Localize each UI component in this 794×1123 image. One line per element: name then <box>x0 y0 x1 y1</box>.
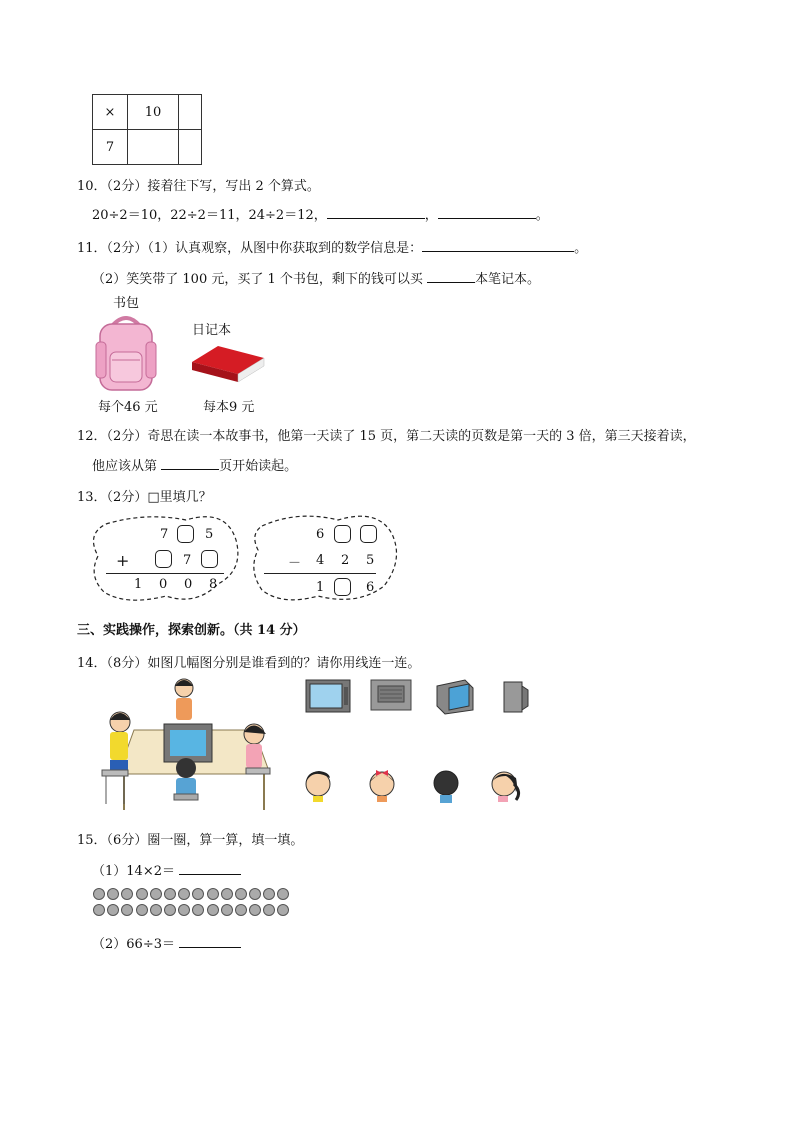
table-left-value: 7 <box>93 130 128 165</box>
counting-dot[interactable] <box>107 888 119 900</box>
counting-dot[interactable] <box>178 904 190 916</box>
notebook-label: 日记本 <box>192 323 232 338</box>
q13-title: 13．（2分）□里填几？ <box>77 490 212 505</box>
q11-title <box>77 237 587 256</box>
counting-dot[interactable] <box>150 904 162 916</box>
counting-dot[interactable] <box>164 888 176 900</box>
table-top-value: 10 <box>128 95 179 130</box>
sub-answer-box[interactable] <box>334 525 351 543</box>
table-answer-cell[interactable] <box>179 130 202 165</box>
q14-title: 14．（8分）如图几幅图分别是谁看到的？请你用线连一连。 <box>77 656 421 671</box>
q11-title-end: 。 <box>574 241 588 256</box>
add-result-digit: 0 <box>159 577 168 592</box>
counting-dot[interactable] <box>93 904 105 916</box>
counting-dot[interactable] <box>221 888 233 900</box>
counting-dot[interactable] <box>93 888 105 900</box>
counting-dot[interactable] <box>277 888 289 900</box>
q11-subquestion-2 <box>92 268 540 287</box>
backpack-image <box>90 312 162 394</box>
add-digit: 7 <box>183 553 192 568</box>
tv-angled-view <box>435 678 475 716</box>
q12-question-a: 他应该从第 <box>92 459 158 474</box>
minus-sign: － <box>288 556 302 571</box>
counting-dot[interactable] <box>235 904 247 916</box>
subtraction-dashed-outline <box>248 506 408 610</box>
add-result-line <box>106 573 224 574</box>
sub-digit: 4 <box>316 553 325 568</box>
sub-digit: 2 <box>341 553 350 568</box>
q11-answer-blank-2[interactable] <box>427 270 475 283</box>
q12-answer-blank[interactable] <box>161 457 219 470</box>
counting-dot[interactable] <box>207 888 219 900</box>
q11-question-2a: （2）笑笑带了 100 元，买了 1 个书包，剩下的钱可以买 <box>92 272 423 287</box>
counting-dot[interactable] <box>164 904 176 916</box>
q10-end: 。 <box>535 208 549 223</box>
counting-dot[interactable] <box>263 888 275 900</box>
table-answer-cell[interactable] <box>128 130 179 165</box>
counting-dot[interactable] <box>221 904 233 916</box>
times-sign: × <box>93 95 128 130</box>
sub-result-digit: 1 <box>316 580 325 595</box>
add-answer-box[interactable] <box>155 550 172 568</box>
q12-question-b: 页开始读起。 <box>219 459 298 474</box>
table-answer-cell[interactable] <box>179 95 202 130</box>
q10-answer-blank-2[interactable] <box>438 206 536 219</box>
q15-expression-1: （1）14×2＝ <box>92 864 175 879</box>
counting-dot[interactable] <box>192 888 204 900</box>
add-answer-box[interactable] <box>177 525 194 543</box>
boy-head-side-icon <box>303 768 333 802</box>
counting-dot[interactable] <box>207 904 219 916</box>
sub-answer-box[interactable] <box>360 525 377 543</box>
girl-head-front-icon <box>367 766 397 802</box>
sub-answer-box[interactable] <box>334 578 351 596</box>
counting-dot[interactable] <box>249 888 261 900</box>
q15-answer-blank-1[interactable] <box>179 862 241 875</box>
add-answer-box[interactable] <box>201 550 218 568</box>
add-digit: 7 <box>160 527 169 542</box>
plus-sign: + <box>116 551 130 570</box>
q11-question-2b: 本笔记本。 <box>475 272 541 287</box>
counting-dot[interactable] <box>121 904 133 916</box>
notebook-image <box>188 340 268 384</box>
counting-dot[interactable] <box>263 904 275 916</box>
sub-result-digit: 6 <box>366 580 375 595</box>
counting-dot[interactable] <box>192 904 204 916</box>
counting-dot[interactable] <box>136 888 148 900</box>
counting-dot[interactable] <box>277 904 289 916</box>
tv-front-view <box>305 679 351 715</box>
tv-back-view <box>370 678 412 714</box>
counting-dots-row <box>93 904 292 920</box>
sub-digit: 5 <box>366 553 375 568</box>
q10-sequence: 20÷2＝10，22÷2＝11，24÷2＝12， <box>92 208 327 223</box>
q11-answer-blank-1[interactable] <box>422 239 574 252</box>
counting-dot[interactable] <box>150 888 162 900</box>
q15-title: 15．（6分）圈一圈，算一算，填一填。 <box>77 833 304 848</box>
q10-title: 10．（2分）接着往下写，写出 2 个算式。 <box>77 179 320 194</box>
q15-answer-blank-2[interactable] <box>179 935 241 948</box>
q15-expression-2: （2）66÷3＝ <box>92 937 175 952</box>
q15-part-1 <box>92 860 241 879</box>
counting-dot[interactable] <box>178 888 190 900</box>
tv-side-view <box>500 678 530 716</box>
add-result-digit: 8 <box>209 577 218 592</box>
girl-head-side-icon <box>488 766 524 804</box>
q12-line-1: 12．（2分）奇思在读一本故事书，他第一天读了 15 页，第二天读的页数是第一天的 3 倍，第三天接着读， <box>77 429 696 444</box>
counting-dots-row <box>93 888 292 904</box>
sub-digit: 6 <box>316 527 325 542</box>
q10-answer-blank-1[interactable] <box>327 206 425 219</box>
counting-dot[interactable] <box>235 888 247 900</box>
counting-dot[interactable] <box>107 904 119 916</box>
add-result-digit: 0 <box>184 577 193 592</box>
q11-question-1: 11．（2分）（1）认真观察，从图中你获取到的数学信息是： <box>77 241 423 256</box>
q12-line-2 <box>92 455 297 474</box>
children-around-tv-scene <box>94 674 278 814</box>
bag-price: 每个46 元 <box>98 400 158 415</box>
bag-label: 书包 <box>113 296 140 311</box>
q10-body <box>92 204 549 223</box>
section-3-heading: 三、实践操作，探索创新。（共 14 分） <box>77 623 306 638</box>
multiplication-table <box>92 94 202 165</box>
sub-result-line <box>264 573 376 574</box>
counting-dot[interactable] <box>249 904 261 916</box>
add-digit: 5 <box>205 527 214 542</box>
counting-dot[interactable] <box>121 888 133 900</box>
add-result-digit: 1 <box>134 577 143 592</box>
q15-part-2 <box>92 933 241 952</box>
notebook-price: 每本9 元 <box>203 400 255 415</box>
boy-head-back-icon <box>431 767 461 803</box>
counting-dot[interactable] <box>136 904 148 916</box>
q10-separator: ， <box>424 208 438 223</box>
